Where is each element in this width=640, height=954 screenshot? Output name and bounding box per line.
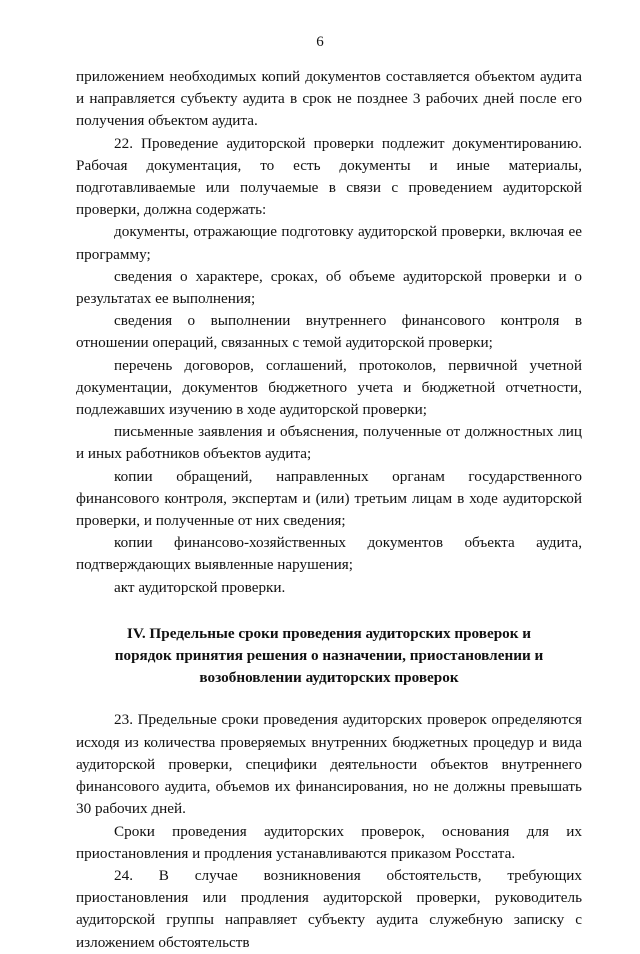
paragraph-clause-24: 24. В случае возникновения обстоятельств, требующих приостановления или продления аудиторской проверки, руководитель аудиторской группы направляет субъекту аудита служебную записку с изложением обстоятельств [76,866,582,951]
list-item-contracts-list: перечень договоров, соглашений, протоколов, первичной учетной документации, документов бюджетного учета и бюджетной отчетности, подлежавших изучению в ходе аудиторской проверки; [76,356,582,419]
list-item-control-info: сведения о выполнении внутреннего финансового контроля в отношении операций, связанных с темой аудиторской проверки; [76,312,582,352]
document-body [76,66,582,954]
list-item-audit-act: акт аудиторской проверки. [114,578,286,596]
paragraph-clause-22: 22. Проведение аудиторской проверки подлежит документированию. Рабочая документация, то есть документы и иные материалы, подготавливаемые или получаемые в связи с проведением аудиторской проверки, должна содержать: [76,134,582,219]
list-item-scope-info: сведения о характере, сроках, об объеме аудиторской проверки и о результатах ее выполнения; [76,267,582,308]
list-item-appeal-copies: копии обращений, направленных органам государственного финансового контроля, экспертам и (или) третьим лицам в ходе аудиторской проверки, и полученные от них сведения; [76,467,582,530]
paragraph-clause-23: 23. Предельные сроки проведения аудиторских проверок определяются исходя из количества проверяемых внутренних бюджетных процедур и вида аудиторской проверки, специфики деятельности объектов внутреннего финансового аудита, объемов их финансирования, но не должны превышать 30 рабочих дней. [76,711,582,818]
paragraph-terms: Сроки проведения аудиторских проверок, основания для их приостановления и продления устанавливаются приказом Росстата. [76,822,582,862]
section-heading-iv: IV. Предельные сроки проведения аудиторских проверок и порядок принятия решения о назначении, приостановлении и возобновлении аудиторских проверок [114,624,544,687]
page-number: 6 [316,34,324,50]
list-item-financial-docs: копии финансово-хозяйственных документов объекта аудита, подтверждающих выявленные нарушения; [76,534,582,574]
list-item-written-statements: письменные заявления и объяснения, полученные от должностных лиц и иных работников объектов аудита; [76,423,582,463]
paragraph-continuation: приложением необходимых копий документов составляется объектом аудита и направляется субъекту аудита в срок не позднее 3 рабочих дней после его получения объектом аудита. [76,68,582,130]
list-item-preparation-docs: документы, отражающие подготовку аудиторской проверки, включая ее программу; [76,223,582,263]
